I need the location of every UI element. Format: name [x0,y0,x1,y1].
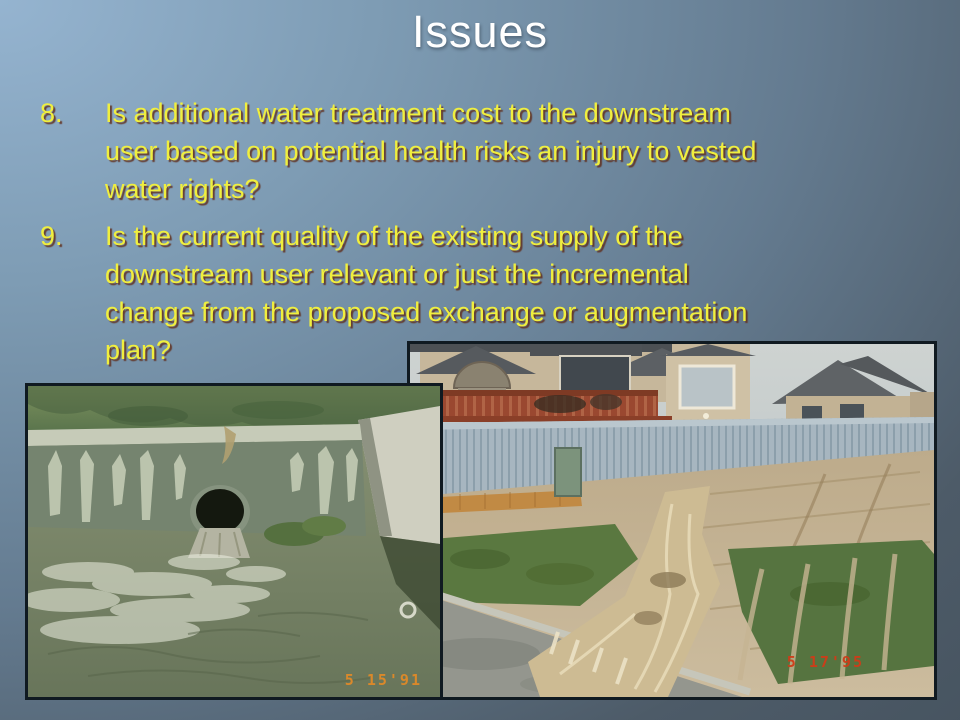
culvert-photo [25,383,443,700]
slide-title: Issues [411,6,549,57]
item-number: 9. [40,221,63,251]
issues-list [40,94,896,378]
item-text-line: downstream user relevant or just the incremental [105,259,689,289]
item-text-line: Is the current quality of the existing supply of the [105,221,683,251]
runoff-photo-art [410,344,934,697]
item-text-line: water rights? [105,174,260,204]
item-text-line: user based on potential health risks an injury to vested [105,136,757,166]
list-item [40,94,896,208]
photo-date-stamp: 5 17'95 [786,653,864,671]
item-text [105,94,896,208]
photo-date-stamp: 5 15'91 [344,671,422,689]
runoff-photo [407,341,937,700]
culvert-photo-art [28,386,440,697]
item-text-line: Is additional water treatment cost to the downstream [105,98,731,128]
item-number: 8. [40,98,63,128]
item-text-line: change from the proposed exchange or augmentation [105,297,748,327]
item-text-line: plan? [105,335,172,365]
